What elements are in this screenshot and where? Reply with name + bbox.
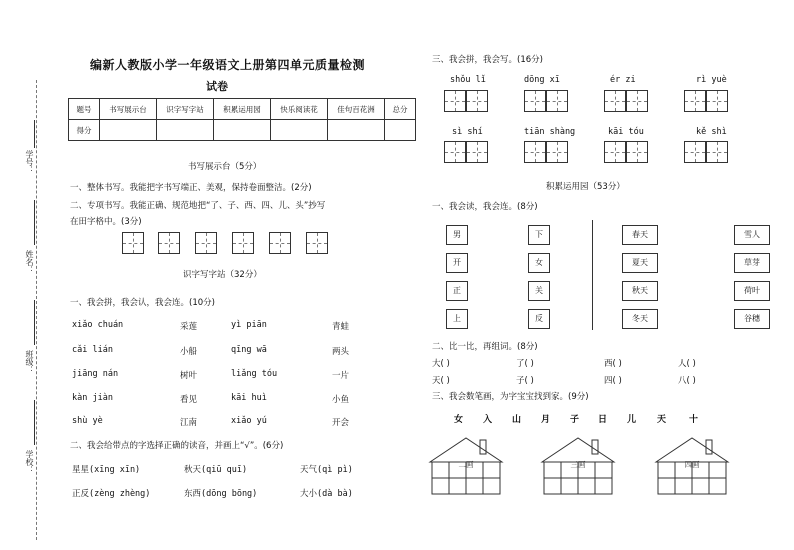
- label-name: 姓名：: [25, 250, 34, 274]
- stroke-char[interactable]: 十: [689, 415, 699, 425]
- word-left[interactable]: 小船: [180, 347, 198, 357]
- write-box[interactable]: [626, 90, 648, 112]
- match-box[interactable]: 春天: [622, 225, 658, 245]
- match-box[interactable]: 正: [446, 281, 468, 301]
- number-field[interactable]: [34, 120, 35, 148]
- pinyin-left: kàn jiàn: [72, 393, 113, 403]
- compare-item[interactable]: 人( ): [678, 359, 696, 369]
- reading-choice[interactable]: 大小(dà bà): [300, 489, 353, 499]
- pinyin-right: qīng wā: [231, 345, 267, 355]
- compare-item[interactable]: 西( ): [604, 359, 622, 369]
- write-box[interactable]: [444, 90, 466, 112]
- stroke-char[interactable]: 月: [541, 415, 551, 425]
- match-divider: [592, 220, 593, 330]
- score-cell[interactable]: [271, 120, 328, 141]
- compare-item[interactable]: 四( ): [604, 376, 622, 386]
- house-label: 三画: [570, 460, 586, 469]
- tianzige-box[interactable]: [232, 232, 254, 254]
- write-box[interactable]: [466, 90, 488, 112]
- tianzige-box[interactable]: [306, 232, 328, 254]
- write-box[interactable]: [444, 141, 466, 163]
- pinyin-left: jiāng nán: [72, 369, 119, 379]
- write-box[interactable]: [706, 90, 728, 112]
- stroke-char[interactable]: 女: [454, 415, 464, 425]
- pinyin-right: kāi huì: [231, 393, 267, 403]
- match-box[interactable]: 秋天: [622, 281, 658, 301]
- pinyin-write-q3: 三、我会拼，我会写。(16分): [432, 55, 543, 65]
- writing-q2-line2: 在田字格中。(3分): [70, 217, 142, 227]
- pinyin-prompt: rì yuè: [696, 75, 727, 85]
- reading-choice[interactable]: 秋天(qiū quī): [184, 465, 248, 475]
- tianzige-box[interactable]: [158, 232, 180, 254]
- match-box[interactable]: 下: [528, 225, 550, 245]
- match-box[interactable]: 关: [528, 281, 550, 301]
- section-heading-literacy: 识字写字站（32分）: [183, 270, 262, 280]
- reading-choice[interactable]: 天气(qì pì): [300, 465, 353, 475]
- score-cell[interactable]: [214, 120, 271, 141]
- score-col-header: 识字写字站: [157, 99, 214, 120]
- tianzige-box[interactable]: [195, 232, 217, 254]
- stroke-char[interactable]: 入: [483, 415, 493, 425]
- section-heading-writing: 书写展示台（5分）: [188, 162, 262, 172]
- tianzige-box[interactable]: [269, 232, 291, 254]
- write-box[interactable]: [604, 141, 626, 163]
- literacy-q1: 一、我会拼，我会认，我会连。(10分): [70, 298, 215, 308]
- write-box[interactable]: [626, 141, 648, 163]
- score-col-header: 积累运用园: [214, 99, 271, 120]
- stroke-char[interactable]: 儿: [627, 415, 637, 425]
- write-box[interactable]: [546, 141, 568, 163]
- match-box[interactable]: 夏天: [622, 253, 658, 273]
- usage-q3: 三、我会数笔画，为字宝宝找到家。(9分): [432, 392, 589, 402]
- score-col-header: 总分: [385, 99, 416, 120]
- pinyin-prompt: sì shí: [452, 127, 483, 137]
- write-box[interactable]: [684, 141, 706, 163]
- write-box[interactable]: [684, 90, 706, 112]
- score-table: [68, 98, 416, 141]
- stroke-char[interactable]: 日: [598, 415, 608, 425]
- name-field[interactable]: [34, 200, 35, 245]
- class-field[interactable]: [34, 300, 35, 345]
- pinyin-prompt: ér zi: [610, 75, 636, 85]
- score-cell[interactable]: [385, 120, 416, 141]
- score-col-header: 书写展示台: [100, 99, 157, 120]
- match-box[interactable]: 开: [446, 253, 468, 273]
- reading-choice[interactable]: 星星(xīng xīn): [72, 465, 141, 475]
- word-right[interactable]: 一片: [332, 371, 350, 381]
- tianzige-box[interactable]: [122, 232, 144, 254]
- compare-item[interactable]: 了( ): [516, 359, 534, 369]
- word-right[interactable]: 开会: [332, 418, 350, 428]
- score-table-header-row: [69, 99, 416, 120]
- pinyin-left: xiǎo chuán: [72, 320, 124, 330]
- usage-q2: 二、比一比，再组词。(8分): [432, 342, 538, 352]
- pinyin-prompt: shǒu lǐ: [450, 75, 486, 85]
- literacy-q2: 二、我会给带点的字选择正确的读音，并画上“√”。(6分): [70, 441, 284, 451]
- pinyin-prompt: kāi tóu: [608, 127, 644, 137]
- compare-item[interactable]: 八( ): [678, 376, 696, 386]
- match-box[interactable]: 冬天: [622, 309, 658, 329]
- pinyin-right: liǎng tóu: [231, 369, 278, 379]
- score-col-header: 佳句百花洲: [328, 99, 385, 120]
- stroke-char[interactable]: 山: [512, 415, 522, 425]
- word-left[interactable]: 江南: [180, 418, 198, 428]
- write-box[interactable]: [524, 141, 546, 163]
- house-label: 四画: [684, 460, 700, 469]
- binding-line: [36, 80, 37, 540]
- pinyin-right: xiǎo yú: [231, 416, 267, 426]
- match-box[interactable]: 女: [528, 253, 550, 273]
- word-left[interactable]: 看见: [180, 395, 198, 405]
- pinyin-left: shù yè: [72, 416, 103, 426]
- school-field[interactable]: [34, 400, 35, 445]
- pinyin-left: cǎi lián: [72, 345, 113, 355]
- match-box[interactable]: 荷叶: [734, 281, 770, 301]
- page-subtitle: 试卷: [206, 80, 228, 93]
- word-right[interactable]: 青蛙: [332, 322, 350, 332]
- score-col-header: 题号: [69, 99, 100, 120]
- compare-item[interactable]: 子( ): [516, 376, 534, 386]
- match-box[interactable]: 男: [446, 225, 468, 245]
- writing-q2-line1: 二、专项书写。我能正确、规范地把“了、子、西、四、儿、头”抄写: [70, 201, 326, 211]
- section-heading-usage: 积累运用园（53分）: [546, 182, 625, 192]
- stroke-char[interactable]: 子: [570, 415, 580, 425]
- write-box[interactable]: [524, 90, 546, 112]
- compare-item[interactable]: 大( ): [432, 359, 450, 369]
- reading-choice[interactable]: 东西(dōng bōng): [184, 489, 258, 499]
- stroke-char[interactable]: 天: [657, 415, 667, 425]
- match-box[interactable]: 雪人: [734, 225, 770, 245]
- match-box[interactable]: 反: [528, 309, 550, 329]
- house-label: 二画: [458, 460, 474, 469]
- score-row-label: 得分: [69, 120, 100, 141]
- reading-choice[interactable]: 正反(zèng zhèng): [72, 489, 151, 499]
- pinyin-prompt: dōng xī: [524, 75, 560, 85]
- score-cell[interactable]: [157, 120, 214, 141]
- compare-item[interactable]: 天( ): [432, 376, 450, 386]
- pinyin-right: yì piān: [231, 320, 267, 330]
- word-left[interactable]: 采莲: [180, 322, 198, 332]
- writing-q1: 一、整体书写。我能把字书写端正、美观，保持卷面整洁。(2分): [70, 183, 312, 193]
- score-cell[interactable]: [100, 120, 157, 141]
- write-box[interactable]: [466, 141, 488, 163]
- match-box[interactable]: 谷穗: [734, 309, 770, 329]
- word-right[interactable]: 两头: [332, 347, 350, 357]
- usage-q1: 一、我会读，我会连。(8分): [432, 202, 538, 212]
- word-left[interactable]: 树叶: [180, 371, 198, 381]
- score-table-score-row: [69, 120, 416, 141]
- label-number: 学号：: [25, 150, 34, 174]
- score-cell[interactable]: [328, 120, 385, 141]
- score-col-header: 快乐阅读花: [271, 99, 328, 120]
- pinyin-prompt: kě shì: [696, 127, 727, 137]
- write-box[interactable]: [604, 90, 626, 112]
- match-box[interactable]: 上: [446, 309, 468, 329]
- label-class: 班级：: [25, 350, 34, 374]
- match-box[interactable]: 草芽: [734, 253, 770, 273]
- label-school: 学校：: [25, 450, 34, 474]
- write-box[interactable]: [546, 90, 568, 112]
- word-right[interactable]: 小鱼: [332, 395, 350, 405]
- page-title: 编新人教版小学一年级语文上册第四单元质量检测: [90, 58, 366, 72]
- write-box[interactable]: [706, 141, 728, 163]
- pinyin-prompt: tiān shàng: [524, 127, 576, 137]
